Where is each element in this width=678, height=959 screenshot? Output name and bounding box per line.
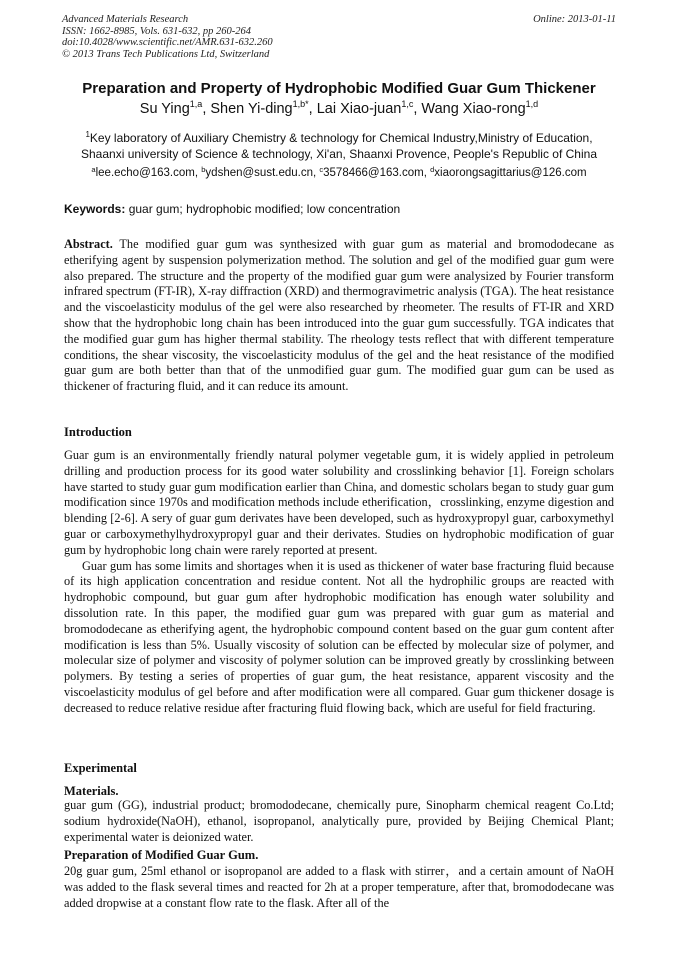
author-name: Shen Yi-ding — [210, 101, 293, 117]
email-address: ydshen@sust.edu.cn — [205, 167, 313, 179]
introduction-body — [64, 448, 614, 717]
affiliation-mark: 1 — [85, 130, 90, 139]
author-affil-mark: 1,c — [401, 99, 414, 109]
materials-heading: Materials. — [64, 784, 119, 798]
author-name: Wang Xiao-rong — [421, 101, 526, 117]
abstract — [64, 237, 614, 395]
copyright-line: © 2013 Trans Tech Publications Ltd, Switzerland — [62, 48, 270, 60]
materials-text: guar gum (GG), industrial product; bromododecane, chemically pure, Sinopharm chemical reagent Co.Ltd; sodium hydroxide(NaOH), ethanol, isopropanol, analytically pure, provided by Beijing Chemical Plant; experimental water is deionized water. — [64, 798, 614, 844]
email-address: lee.echo@163.com — [95, 167, 195, 179]
email-address: xiaorongsagittarius@126.com — [434, 167, 587, 179]
issn-line: ISSN: 1662-8985, Vols. 631-632, pp 260-264 — [62, 25, 251, 37]
author-separator: , — [308, 101, 317, 117]
author-separator: , — [413, 101, 422, 117]
intro-paragraph-2: Guar gum has some limits and shortages when it is used as thickener of water base fracturing fluid because of its high application concentration and residue content. Not all the hydrophilic groups are reacted with hydrophobic compound, but guar gum after hydrophobic modification has enough water solubility and dissolution rate. In this paper, the modified guar gum was prepared with guar gum as material and bromododecane as etherifying agent, the hydrophobic compound content based on the guar gum content after modification is less than 5%. Usually viscosity of solution can be effected by molecular size of polymer, and molecular size of polymer and viscosity of polymer solution can be improved greatly by crosslinking between polymers. By testing a series of properties of guar gum, the heat resistance, apparent viscosity and the viscoelasticity modulus of gel before and after modification were all compared. Guar gum thickener dosage is decreased to reduce relative residue after fracturing fluid flowing back, which are useful for field fracturing. — [64, 558, 614, 715]
email-mark: b — [201, 165, 206, 174]
online-date: Online: 2013-01-11 — [533, 14, 616, 25]
author-name: Lai Xiao-juan — [316, 101, 402, 117]
affiliation-line-1 — [40, 130, 638, 146]
keywords-label: Keywords: — [64, 202, 126, 216]
email-list — [40, 167, 638, 179]
abstract-label: Abstract. — [64, 237, 113, 251]
author-name: Su Ying — [139, 101, 190, 117]
journal-header — [62, 14, 273, 60]
author-affil-mark: 1,a — [189, 99, 203, 109]
email-mark: a — [91, 165, 96, 174]
email-separator: , — [423, 167, 431, 179]
affiliation-text-2: Shaanxi university of Science & technology, Xi'an, Shaanxi Provence, People's Republic of China — [81, 147, 597, 161]
email-mark: d — [430, 165, 435, 174]
preparation-text: 20g guar gum, 25ml ethanol or isopropanol are added to a flask with stirrer，and a certain amount of NaOH was added to the flask several times and reacted for 2h at a proper temperature, after that, bromododecane was added dropwise at a constant flow rate to the flask. After all of the — [64, 864, 614, 910]
author-affil-mark: 1,b* — [292, 99, 309, 109]
email-separator: , — [313, 167, 320, 179]
author-affil-mark: 1,d — [525, 99, 539, 109]
affiliation-text-1: Key laboratory of Auxiliary Chemistry & technology for Chemical Industry,Ministry of Education, — [89, 131, 593, 145]
affiliation — [40, 130, 638, 162]
keywords — [64, 202, 400, 216]
journal-name: Advanced Materials Research — [62, 14, 189, 25]
author-separator: , — [202, 101, 211, 117]
email-mark: c — [319, 165, 324, 174]
introduction-heading: Introduction — [64, 425, 132, 439]
email-separator: , — [194, 167, 202, 179]
author-list — [40, 101, 638, 117]
paper-title: Preparation and Property of Hydrophobic Modified Guar Gum Thickener — [82, 80, 596, 97]
preparation-heading: Preparation of Modified Guar Gum. — [64, 848, 259, 862]
keywords-text: guar gum; hydrophobic modified; low concentration — [128, 202, 401, 216]
abstract-text: The modified guar gum was synthesized with guar gum as material and bromododecane as etherifying agent by suspension polymerization method. The solution and gel of the modified guar gum were also prepared. The structure and the property of the modified guar gum were analysized by Fourier transform infrared spectrum (FT-IR), X-ray diffraction (XRD) and thermogravimetric analysis (TGA). The heat resistance and the viscoelasticity modulus of the gel were also researched by rheometer. The results of FT-IR and XRD show that the hydrophobic long chain has been introduced into the guar gum successfully. TGA indicates that the modified guar gum has higher thermal stability. The rheology tests reflect that with different temperature conditions, the shear viscosity, the viscoelasticity modulus of the gel and the heat resistance of the modified guar gum are both better than that of the unmodified guar gum. The modified guar gum can be used as thickener of fracturing fluid, and it can reduce its amount. — [64, 237, 614, 394]
experimental-heading: Experimental — [64, 761, 137, 775]
intro-paragraph-1: Guar gum is an environmentally friendly natural polymer vegetable gum, it is widely applied in petroleum drilling and production process for its good water solubility and crosslinking behavior [1]. Foreign scholars have started to study guar gum modification earlier than China, and domestic scholars began to study guar gum modification since 1970s and modification methods include etherification，crosslinking, enzyme digestion and blending [2-6]. A sery of guar gum derivates have been developed, such as hydroxypropyl guar, carboxymethyl guar or carboxymethylhydroxypropyl guar and their derivates. Studies on hydrophobic modification of guar gum by hydrophobic long chain were rarely reported at present. — [64, 448, 614, 557]
doi-line: doi:10.4028/www.scientific.net/AMR.631-632.260 — [62, 37, 273, 48]
email-address: 3578466@163.com — [323, 167, 424, 179]
